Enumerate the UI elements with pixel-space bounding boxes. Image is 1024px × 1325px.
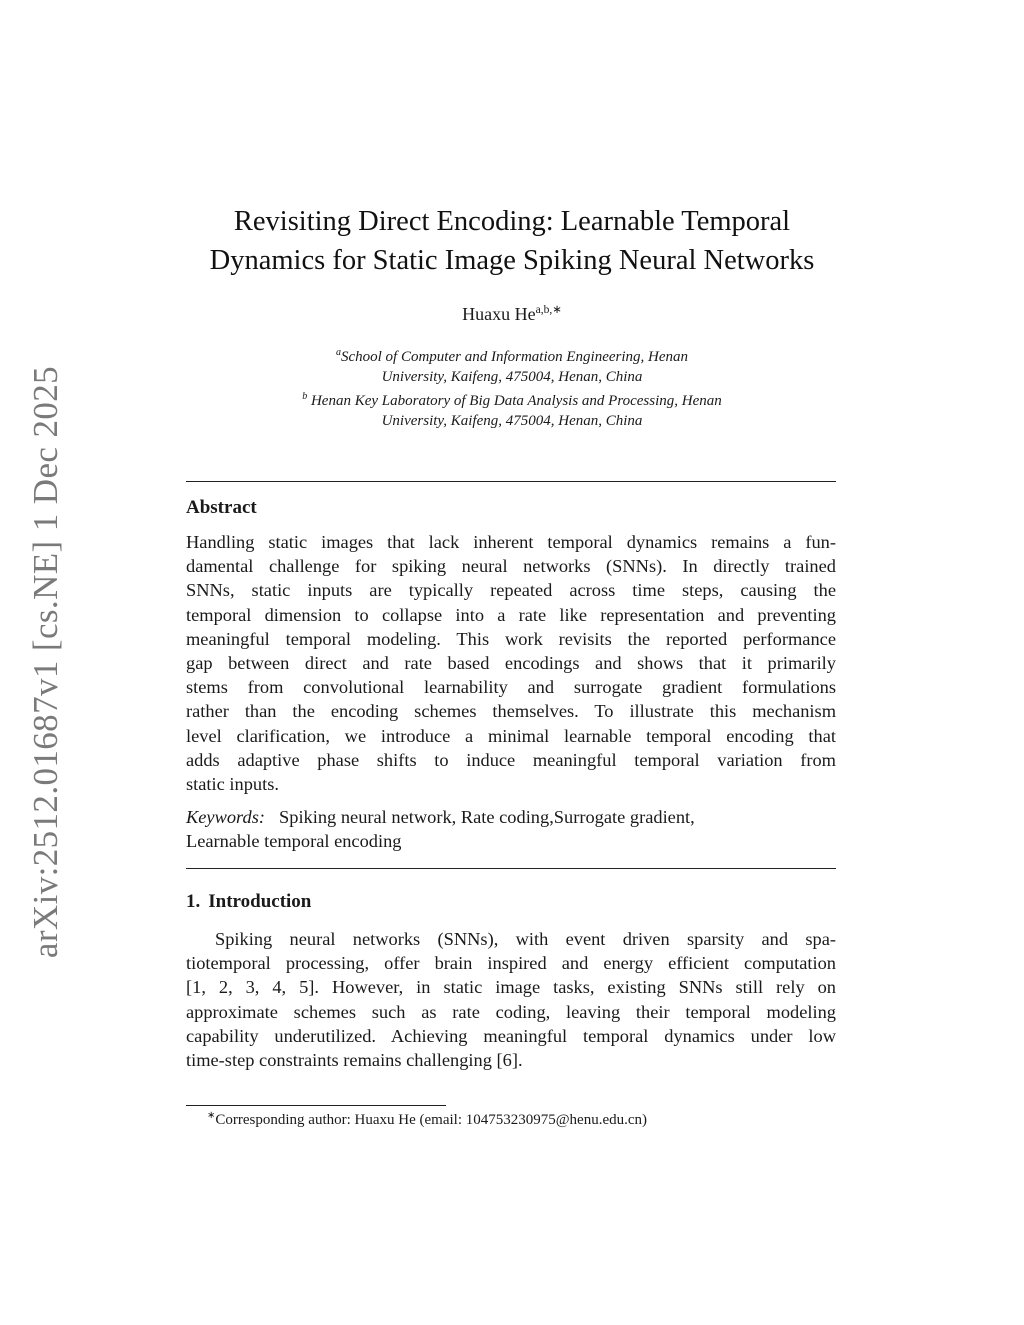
abstract-heading: Abstract: [186, 497, 257, 518]
footnote: [207, 1110, 647, 1129]
footnote-text: Corresponding author: Huaxu He (email: 104753230975@henu.edu.cn): [215, 1112, 648, 1128]
abstract-line: adds adaptive phase shifts to induce meaningful temporal variation from: [186, 749, 836, 770]
affiliations: [0, 343, 1024, 431]
author-name: Huaxu He: [462, 304, 536, 324]
title-line-1: Revisiting Direct Encoding: Learnable Temporal: [233, 206, 791, 237]
abstract-line: level clarification, we introduce a minimal learnable temporal encoding that: [186, 725, 836, 746]
introduction-line: [1, 2, 3, 4, 5]. However, in static image tasks, existing SNNs still rely on: [186, 977, 836, 998]
author-line: [0, 302, 1024, 325]
affiliation-b-line-1: $^b$ Henan Key Laboratory of Big Data Analysis and Processing, Henan: [302, 391, 722, 409]
introduction-line: time-step constraints remains challenging [6].: [186, 1050, 523, 1071]
section-heading-introduction: [186, 891, 311, 913]
abstract-line: SNNs, static inputs are typically repeated across time steps, causing the: [186, 580, 836, 601]
affiliation-a-line-2: University, Kaifeng, 475004, Henan, China: [381, 369, 643, 385]
author-affiliation-marks: a,b,∗: [535, 304, 562, 316]
introduction-line: approximate schemes such as rate coding, leaving their temporal modeling: [186, 1001, 836, 1022]
abstract-body: [186, 530, 836, 796]
abstract-line: stems from convolutional learnability and surrogate gradient formulations: [186, 677, 836, 698]
footnote-rule: [186, 1105, 446, 1106]
section-number: 1.: [186, 891, 201, 912]
abstract-bottom-rule: [186, 868, 836, 869]
footnote-mark: ∗: [207, 1110, 216, 1121]
introduction-line: capability underutilized. Achieving meaningful temporal dynamics under low: [186, 1025, 836, 1046]
keywords-label: Keywords:: [186, 807, 266, 827]
affiliation-a-mark: a: [335, 347, 341, 358]
abstract-line: rather than the encoding schemes themselves. To illustrate this mechanism: [186, 701, 836, 722]
title-line-2: Dynamics for Static Image Spiking Neural Networks: [209, 245, 815, 276]
keywords-line-2: Learnable temporal encoding: [186, 831, 402, 852]
paper-title: [0, 202, 1024, 280]
introduction-line: Spiking neural networks (SNNs), with event driven sparsity and spa-: [215, 929, 836, 949]
abstract-line: static inputs.: [186, 774, 279, 795]
keywords: [186, 805, 836, 853]
arxiv-identifier-stamp: arXiv:2512.01687v1 [cs.NE] 1 Dec 2025: [26, 365, 65, 959]
abstract-top-rule: [186, 481, 836, 482]
affiliation-b-line-2: University, Kaifeng, 475004, Henan, China: [381, 413, 643, 429]
abstract-line: temporal dimension to collapse into a rate like representation and preventing: [186, 604, 836, 625]
abstract-line: damental challenge for spiking neural networks (SNNs). In directly trained: [186, 556, 836, 577]
affiliation-b-mark: b: [302, 391, 308, 402]
abstract-line: Handling static images that lack inherent temporal dynamics remains a fun-: [186, 532, 836, 552]
introduction-line: tiotemporal processing, offer brain inspired and energy efficient computation: [186, 953, 836, 974]
affiliation-a-line-1: $^a$School of Computer and Information Engineering, Henan: [335, 347, 689, 365]
abstract-line: gap between direct and rate based encodings and shows that it primarily: [186, 653, 836, 674]
introduction-body: [186, 927, 836, 1072]
keywords-line-1: [186, 805, 836, 829]
keywords-list: Spiking neural network, Rate coding,Surrogate gradient,: [279, 807, 695, 827]
abstract-line: meaningful temporal modeling. This work revisits the reported performance: [186, 628, 836, 649]
section-title: Introduction: [208, 891, 312, 912]
